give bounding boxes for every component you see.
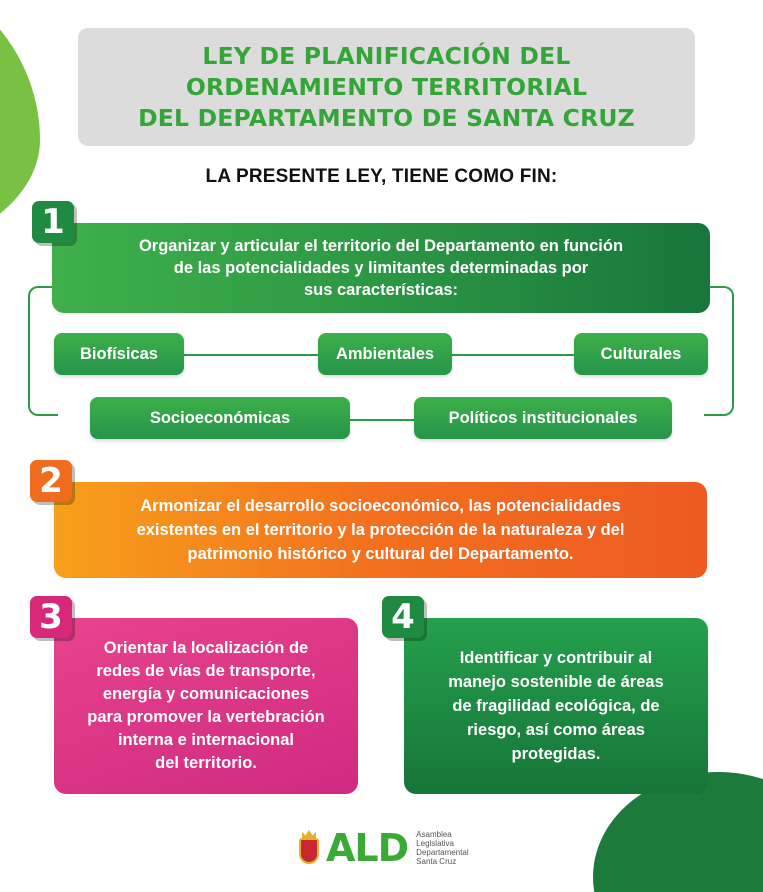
characteristic-biofisicas: Biofísicas (54, 333, 184, 375)
title-banner (78, 28, 695, 146)
ald-wordmark: ALD (326, 826, 409, 870)
ald-logo (298, 826, 469, 870)
item-1-number: 1 (32, 201, 74, 243)
item-3-text: Orientar la localización de redes de vías de transporte, energía y comunicaciones para promover la vertebración interna e internacional del territorio. (87, 639, 325, 772)
characteristic-politicos-institucionales: Políticos institucionales (414, 397, 672, 439)
title-line-2: ORDENAMIENTO TERRITORIAL (185, 72, 588, 101)
ald-institution-name: Asamblea Legislativa Departamental Santa Cruz (416, 830, 469, 866)
connector-row2 (340, 419, 420, 421)
characteristic-ambientales: Ambientales (318, 333, 452, 375)
subtitle: LA PRESENTE LEY, TIENE COMO FIN: (205, 166, 558, 187)
coat-of-arms-icon (298, 830, 320, 866)
item-3-number: 3 (30, 596, 72, 638)
item-4-number: 4 (382, 596, 424, 638)
characteristic-socioeconomicas: Socioeconómicas (90, 397, 350, 439)
item-1-text: Organizar y articular el territorio del Departamento en función de las potencialidades y limitantes determinadas por sus características: (138, 237, 624, 299)
item-3-box (54, 618, 358, 794)
title-line-3: DEL DEPARTAMENTO DE SANTA CRUZ (138, 103, 635, 132)
item-1-box (52, 223, 710, 313)
item-4-text: Identificar y contribuir al manejo sostenible de áreas de fragilidad ecológica, de riesgo, así como áreas protegidas. (448, 649, 664, 763)
characteristic-culturales: Culturales (574, 333, 708, 375)
item-2-text: Armonizar el desarrollo socioeconómico, las potencialidades existentes en el territorio y la protección de la naturaleza y del patrimonio histórico y cultural del Departamento. (136, 497, 625, 563)
item-2-box (54, 482, 707, 578)
item-4-box (404, 618, 708, 794)
item-2-number: 2 (30, 460, 72, 502)
title-line-1: LEY DE PLANIFICACIÓN DEL (202, 41, 571, 70)
